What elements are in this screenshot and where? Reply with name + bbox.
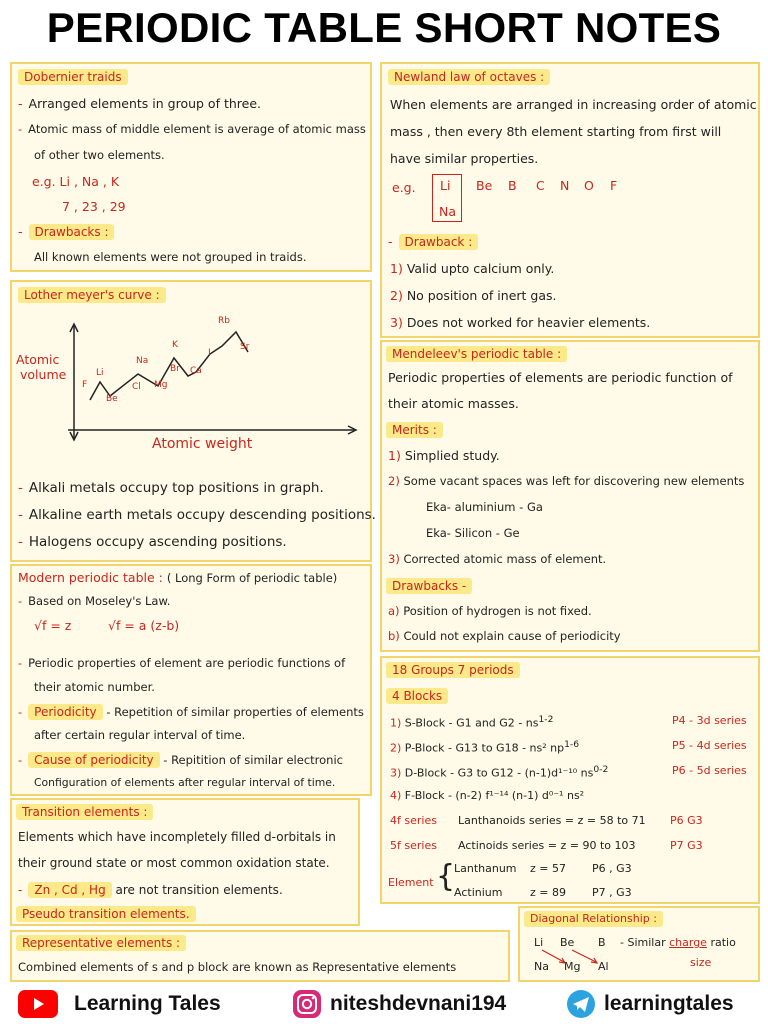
diag-top-b: B: [598, 936, 606, 949]
block-row-f: 4) F-Block - (n-2) f¹⁻¹⁴ (n-1) d⁰⁻¹ ns²: [390, 789, 585, 802]
octave-element-2: Be: [476, 178, 493, 193]
curve-label-be: Be: [106, 394, 118, 404]
newland-eg: e.g.: [392, 180, 416, 195]
diag-charge: charge: [669, 936, 707, 949]
newland-heading: Newland law of octaves :: [388, 69, 550, 85]
newland-line-2: mass , then every 8th element starting from first will: [390, 124, 722, 139]
curve-label-mg: Mg: [154, 380, 168, 390]
merit-3: 3) Corrected atomic mass of element.: [388, 552, 607, 566]
transition-heading: Transition elements :: [16, 804, 153, 820]
curve-label-sr: Sr: [240, 342, 250, 352]
mendeleev-drawback-a: a) Position of hydrogen is not fixed.: [388, 604, 592, 618]
youtube-icon[interactable]: [18, 990, 58, 1018]
series-p: P5 - 4d series: [672, 739, 747, 752]
curve-label-ca: Ca: [190, 366, 202, 376]
f5-label: 5f series: [390, 839, 437, 852]
f4-label: 4f series: [390, 814, 437, 827]
newland-drawback-heading: Drawback :: [399, 234, 479, 250]
lothar-ylabel-1: Atomic: [16, 352, 60, 367]
curve-label-f: F: [82, 380, 88, 390]
series-s: P4 - 3d series: [672, 714, 747, 727]
element-actinium: Actinium: [454, 886, 503, 899]
newland-line-3: have similar properties.: [390, 151, 539, 166]
diag-bottom-na: Na: [534, 960, 549, 973]
diag-bottom-mg: Mg: [564, 960, 581, 973]
octave-element-1: Li: [440, 178, 451, 193]
diag-size: size: [690, 956, 712, 969]
octave-element-4: C: [536, 178, 545, 193]
cause-def-2: Configuration of elements after regular interval of time.: [34, 776, 336, 789]
cause-term: Cause of periodicity: [28, 752, 159, 768]
lothar-point-2: - Alkaline earth metals occupy descending positions.: [18, 507, 376, 523]
diag-bottom-al: Al: [598, 960, 609, 973]
lanthanum-pos: P6 , G3: [592, 862, 632, 875]
instagram-handle[interactable]: niteshdevnani194: [330, 992, 507, 1015]
newland-drawback-row: - Drawback :: [388, 234, 478, 250]
mendeleev-line-1: Periodic properties of elements are periodic function of: [388, 370, 733, 385]
mendeleev-drawbacks-heading: Drawbacks -: [386, 578, 472, 594]
newland-drawback-3: 3) Does not worked for heavier elements.: [390, 315, 651, 330]
diagonal-box: [518, 906, 760, 982]
telegram-icon[interactable]: [566, 989, 596, 1019]
f4-text: Lanthanoids series = z = 58 to 71: [458, 814, 646, 827]
transition-box: [10, 798, 360, 926]
dobereiner-drawbacks-heading: Drawbacks :: [29, 224, 115, 240]
transition-line-2: their ground state or most common oxidation state.: [18, 856, 330, 870]
octave-element-7: F: [610, 178, 618, 193]
curve-label-na: Na: [136, 356, 149, 366]
formula-2: √f = a (z-b): [108, 618, 180, 633]
periodicity-term: Periodicity: [28, 704, 103, 720]
newland-line-1: When elements are arranged in increasing order of atomic: [390, 97, 757, 112]
newland-drawback-2: 2) No position of inert gas.: [390, 288, 557, 303]
dobereiner-point-2: - Atomic mass of middle element is average of atomic mass: [18, 122, 366, 136]
transition-line-1: Elements which have incompletely filled d-orbitals in: [18, 830, 336, 844]
dobereiner-point-1: - Arranged elements in group of three.: [18, 96, 261, 111]
dobereiner-box: [10, 62, 372, 272]
curve-label-li: Li: [96, 368, 104, 378]
footer: [0, 984, 768, 1024]
representative-box: [10, 930, 510, 982]
moseley-law: - Based on Moseley's Law.: [18, 594, 171, 608]
periodicity-def-2: after certain regular interval of time.: [34, 728, 246, 742]
diagonal-heading: Diagonal Relationship :: [524, 911, 663, 927]
mendeleev-drawback-b: b) Could not explain cause of periodicity: [388, 629, 621, 643]
dobereiner-point-3: of other two elements.: [34, 148, 165, 162]
octave-element-6: O: [584, 178, 594, 193]
octave-element-5: N: [560, 178, 570, 193]
dobereiner-drawbacks-row: - Drawbacks :: [18, 224, 114, 240]
youtube-channel[interactable]: Learning Tales: [74, 992, 221, 1015]
lothar-heading: Lother meyer's curve :: [18, 287, 166, 303]
page-title: PERIODIC TABLE SHORT NOTES: [46, 4, 722, 51]
merits-heading: Merits :: [386, 422, 443, 438]
representative-line: Combined elements of s and p block are known as Representative elements: [18, 960, 457, 974]
dobereiner-drawback: All known elements were not grouped in traids.: [34, 250, 307, 264]
curve-label-i: I: [208, 348, 211, 358]
octave-element-3: B: [508, 178, 517, 193]
curve-label-cl: Cl: [132, 382, 141, 392]
lothar-box: [10, 280, 376, 562]
modern-heading: Modern periodic table :: [18, 570, 163, 585]
merit-2: 2) Some vacant spaces was left for discovering new elements: [388, 474, 745, 488]
diag-top-be: Be: [560, 936, 575, 949]
dobereiner-example: e.g. Li , Na , K: [32, 174, 120, 189]
f5-text: Actinoids series = z = 90 to 103: [458, 839, 636, 852]
periodicity-row: - Periodicity - Repetition of similar properties of elements: [18, 705, 364, 719]
eka-silicon: Eka- Silicon - Ge: [426, 526, 520, 540]
block-row-s: 1) S-Block - G1 and $G2 - ns^{1-2}$: [390, 714, 554, 730]
lothar-xlabel: Atomic weight: [152, 436, 253, 452]
mendeleev-heading: Mendeleev's periodic table :: [386, 346, 567, 362]
curve-label-k: K: [172, 340, 178, 350]
mendeleev-box: [380, 340, 760, 652]
pseudo-transition: Pseudo transition elements.: [16, 906, 196, 922]
element-lanthanum: Lanthanum: [454, 862, 517, 875]
lothar-point-3: - Halogens occupy ascending positions.: [18, 534, 287, 550]
series-d: P6 - 5d series: [672, 764, 747, 777]
modern-heading-row: [18, 570, 337, 585]
modern-line-2: their atomic number.: [34, 680, 155, 694]
lothar-curve-graph: [62, 318, 362, 448]
element-brace: {: [436, 859, 456, 894]
telegram-handle[interactable]: learningtales: [604, 992, 734, 1015]
diagonal-arrows: [532, 946, 622, 976]
element-label: Element: [388, 876, 434, 889]
eka-aluminium: Eka- aluminium - Ga: [426, 500, 543, 514]
not-transition-elements: Zn , Cd , Hg: [28, 882, 111, 898]
mendeleev-line-2: their atomic masses.: [388, 396, 519, 411]
newland-box: [380, 62, 760, 338]
octave-element-na: Na: [439, 204, 457, 219]
formula-1: √f = z: [34, 618, 72, 633]
representative-heading: Representative elements :: [16, 935, 186, 951]
dobereiner-example-masses: 7 , 23 , 29: [62, 199, 126, 214]
blocks-heading: 4 Blocks: [386, 688, 448, 704]
lothar-point-1: - Alkali metals occupy top positions in graph.: [18, 480, 324, 496]
diagonal-text: - Similar charge ratio: [620, 936, 736, 949]
curve-label-rb: Rb: [218, 316, 230, 326]
merit-1: 1) Simplied study.: [388, 448, 500, 463]
groups-box: [380, 656, 760, 904]
newland-drawback-1: 1) Valid upto calcium only.: [390, 261, 555, 276]
lanthanum-z: z = 57: [530, 862, 566, 875]
block-row-p: 2) P-Block - G13 to G18 - ns² $np^{1-6}$: [390, 739, 580, 755]
actinium-pos: P7 , G3: [592, 886, 632, 899]
actinium-z: z = 89: [530, 886, 566, 899]
modern-subheading: ( Long Form of periodic table): [166, 571, 338, 585]
curve-label-br: Br: [170, 364, 180, 374]
cause-row: - Cause of periodicity - Repitition of similar electronic: [18, 753, 343, 767]
instagram-icon[interactable]: [292, 989, 322, 1019]
lothar-ylabel-2: volume: [20, 367, 67, 382]
f5-group: P7 G3: [670, 839, 703, 852]
dobereiner-heading: Dobernier traids: [18, 69, 128, 85]
modern-box: [10, 564, 372, 796]
diag-top-li: Li: [534, 936, 544, 949]
block-row-d: 3) D-Block - G3 to G12 - (n-1)d¹⁻¹⁰ $ns^{0-2}$: [390, 764, 609, 780]
groups-heading: 18 Groups 7 periods: [386, 662, 520, 678]
f4-group: P6 G3: [670, 814, 703, 827]
modern-line-1: - Periodic properties of element are periodic functions of: [18, 656, 346, 670]
not-transition-row: - Zn , Cd , Hg are not transition elements.: [18, 883, 283, 897]
